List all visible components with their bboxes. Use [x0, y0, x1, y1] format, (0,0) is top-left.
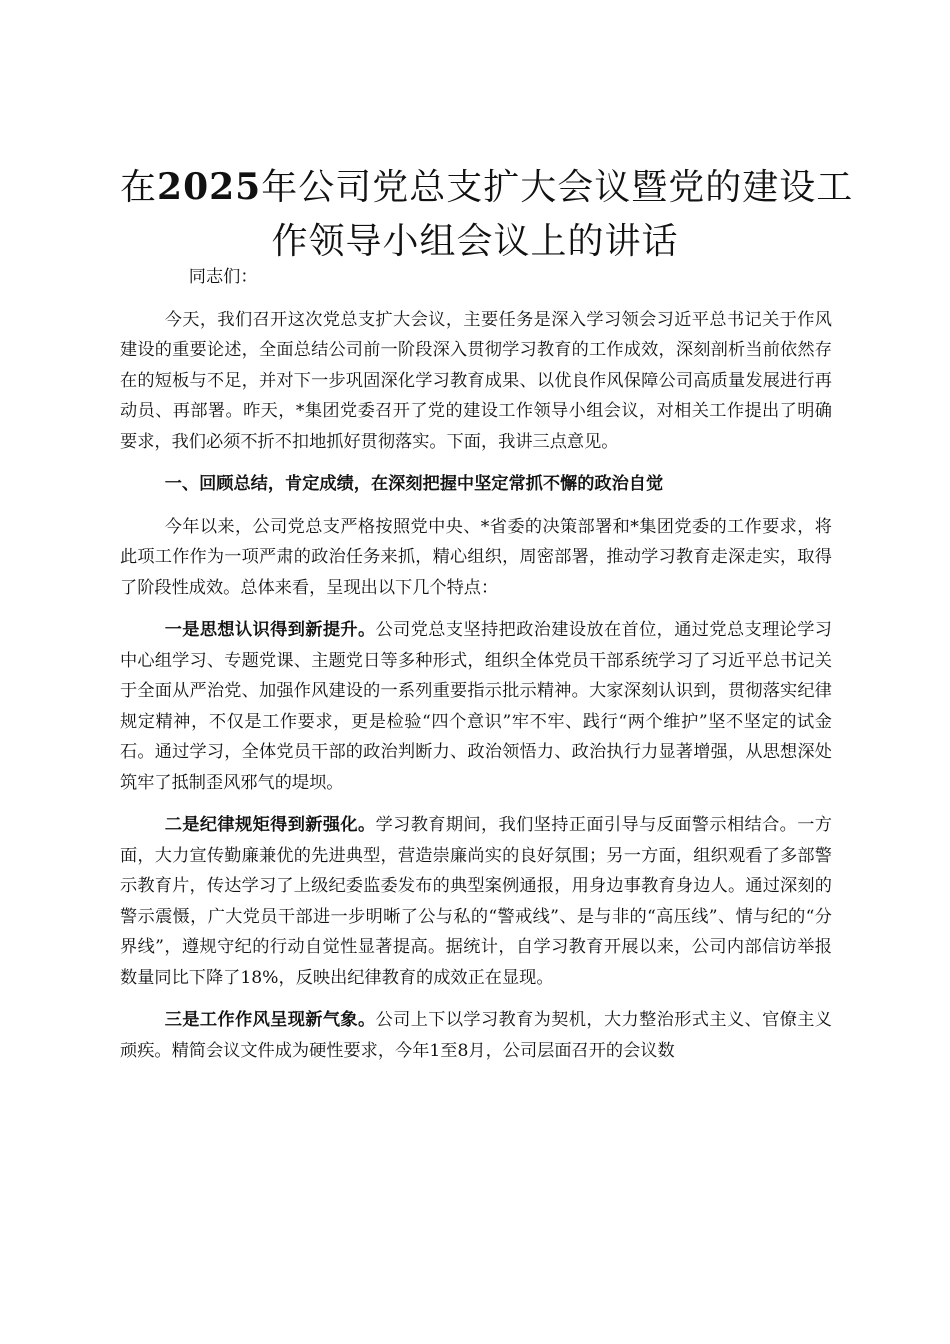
document-body	[120, 262, 832, 1078]
section-1-intro: 今年以来，公司党总支严格按照党中央、*省委的决策部署和*集团党委的工作要求，将此项工作作为一项严肃的政治任务来抓，精心组织，周密部署，推动学习教育走深走实，取得了阶段性成效。总体来看，呈现出以下几个特点：	[120, 516, 832, 598]
title-line-2: 作领导小组会议上的讲话	[271, 221, 679, 262]
intro-paragraph: 今天，我们召开这次党总支扩大会议，主要任务是深入学习领会习近平总书记关于作风建设的重要论述，全面总结公司前一阶段深入贯彻学习教育的工作成效，深刻剖析当前依然存在的短板与不足，并对下一步巩固深化学习教育成果、以优良作风保障公司高质量发展进行再动员、再部署。昨天，*集团党委召开了党的建设工作领导小组会议，对相关工作提出了明确要求，我们必须不折不扣地抓好贯彻落实。下面，我讲三点意见。	[120, 309, 832, 452]
point-3-text: 公司上下以学习教育为契机，大力整治形式主义、官僚主义顽疾。精简会议文件成为硬性要求，今年1至8月，公司层面召开的会议数	[120, 1010, 832, 1061]
document-title	[120, 160, 854, 269]
greeting: 同志们：	[188, 267, 258, 287]
title-year: 2025	[157, 166, 262, 208]
title-prefix: 在	[120, 167, 158, 208]
point-paragraph-1	[120, 615, 832, 798]
title-line-1	[120, 160, 854, 215]
point-2-lead: 二是纪律规矩得到新强化。	[164, 815, 376, 835]
point-paragraph-3	[120, 1005, 832, 1066]
point-3-lead: 三是工作作风呈现新气象。	[164, 1010, 376, 1030]
point-paragraph-2	[120, 810, 832, 993]
point-2-text: 学习教育期间，我们坚持正面引导与反面警示相结合。一方面，大力宣传勤廉兼优的先进典型，营造崇廉尚实的良好氛围；另一方面，组织观看了多部警示教育片，传达学习了上级纪委监委发布的典型案例通报，用身边事教育身边人。通过深刻的警示震慑，广大党员干部进一步明晰了公与私的“警戒线”、是与非的“高压线”、情与纪的“分界线”，遵规守纪的行动自觉性显著提高。据统计，自学习教育开展以来，公司内部信访举报数量同比下降了18%，反映出纪律教育的成效正在显现。	[120, 815, 832, 988]
title-suffix: 年公司党总支扩大会议暨党的建设工	[261, 167, 854, 208]
section-heading-1: 一、回顾总结，肯定成绩，在深刻把握中坚定常抓不懈的政治自觉	[164, 474, 664, 494]
point-1-text: 公司党总支坚持把政治建设放在首位，通过党总支理论学习中心组学习、专题党课、主题党日等多种形式，组织全体党员干部系统学习了习近平总书记关于全面从严治党、加强作风建设的一系列重要指示批示精神。大家深刻认识到，贯彻落实纪律规定精神，不仅是工作要求，更是检验“四个意识”牢不牢、践行“两个维护”坚不坚定的试金石。通过学习，全体党员干部的政治判断力、政治领悟力、政治执行力显著增强，从思想深处筑牢了抵制歪风邪气的堤坝。	[120, 620, 832, 793]
point-1-lead: 一是思想认识得到新提升。	[164, 620, 376, 640]
